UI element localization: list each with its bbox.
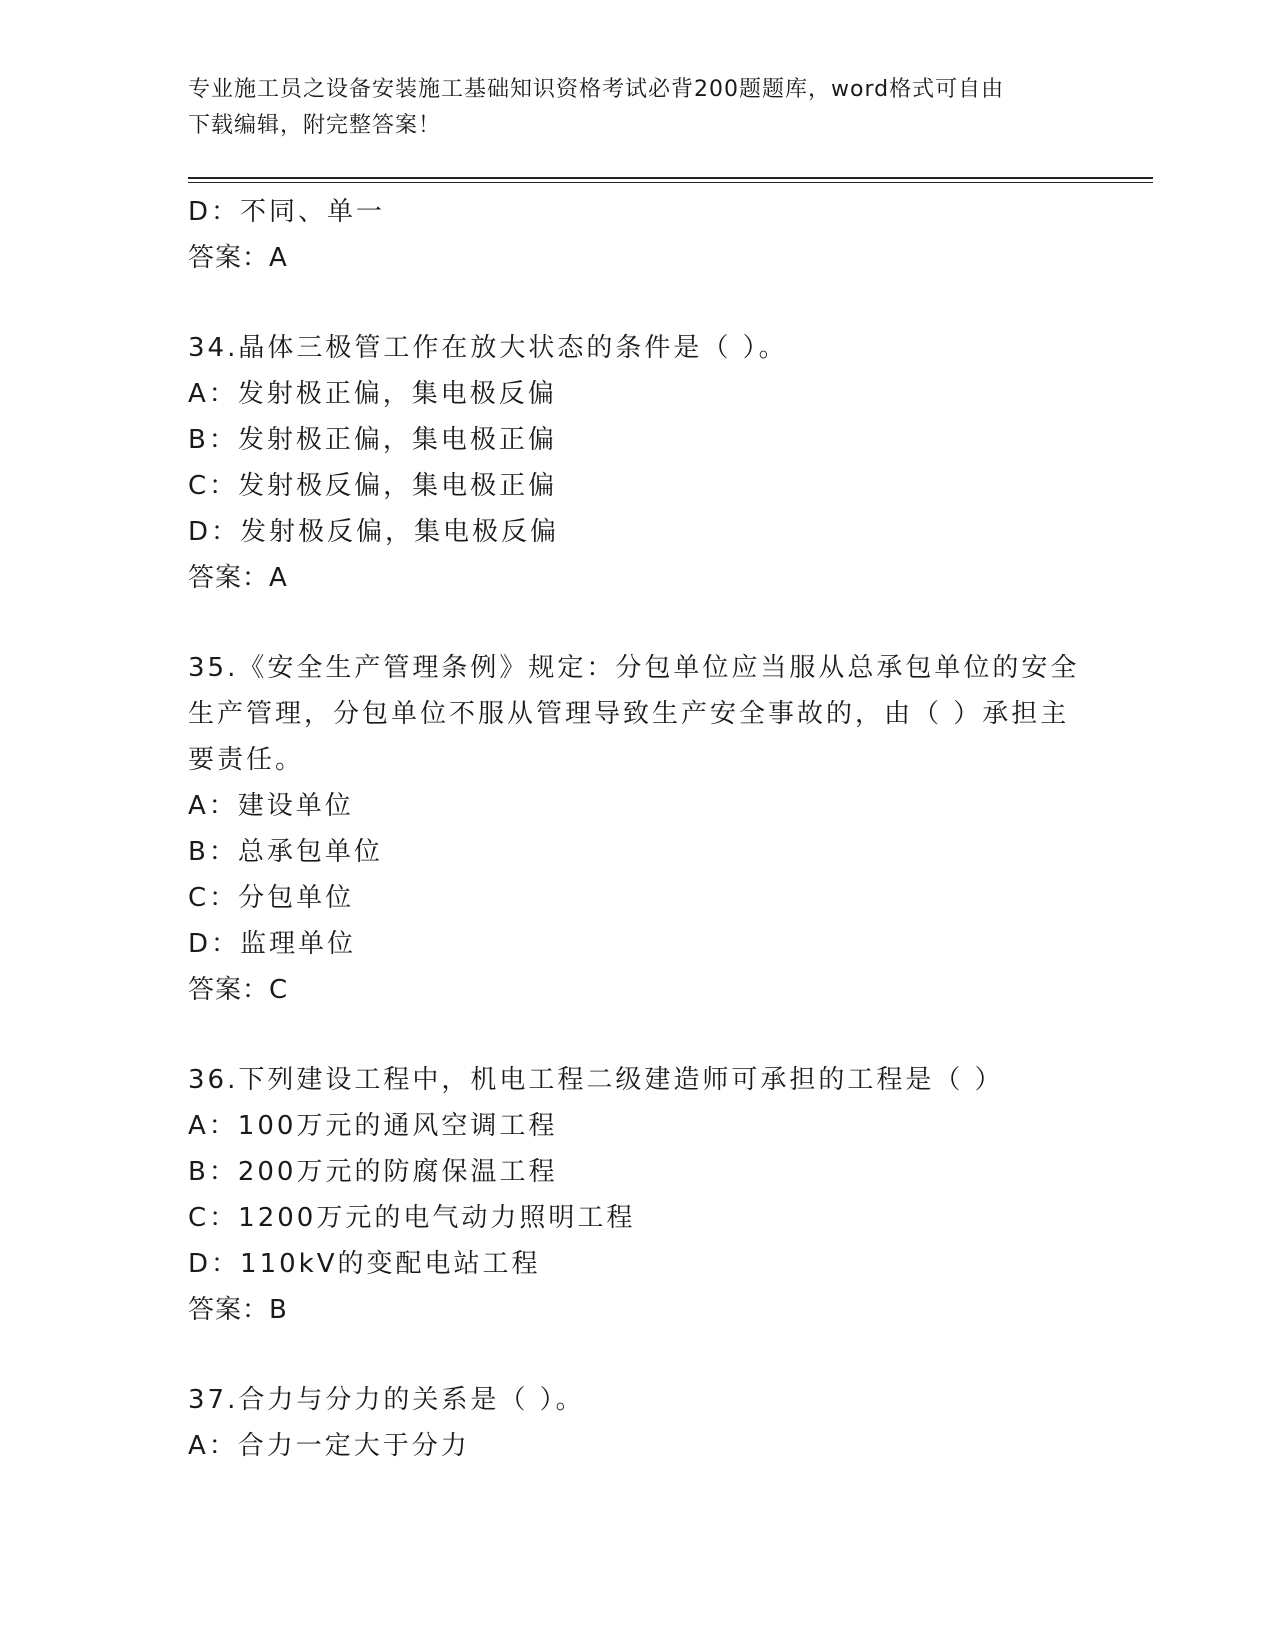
option-a: A：合力一定大于分力 xyxy=(188,1431,470,1461)
option-c: C：1200万元的电气动力照明工程 xyxy=(188,1203,636,1233)
question-list xyxy=(188,189,1088,1469)
question-stem-line-3: 要责任。 xyxy=(188,745,305,775)
option-d: D：监理单位 xyxy=(188,929,357,959)
answer-line: 答案：A xyxy=(188,243,288,273)
spacer xyxy=(188,601,1088,645)
option-c: C：发射极反偏，集电极正偏 xyxy=(188,471,558,501)
question-stem-line-1: 35.《安全生产管理条例》规定：分包单位应当服从总承包单位的安全 xyxy=(188,653,1080,683)
question-37 xyxy=(188,1377,1088,1469)
answer-line: 答案：A xyxy=(188,563,288,593)
option-a: A：100万元的通风空调工程 xyxy=(188,1111,558,1141)
spacer xyxy=(188,281,1088,325)
question-35 xyxy=(188,645,1088,1013)
option-b: B：200万元的防腐保温工程 xyxy=(188,1157,558,1187)
option-b: B：总承包单位 xyxy=(188,837,383,867)
option-d: D：发射极反偏，集电极反偏 xyxy=(188,517,560,547)
option-d: D：不同、单一 xyxy=(188,197,386,227)
header-line-2: 下载编辑，附完整答案！ xyxy=(188,113,442,138)
document-header xyxy=(188,72,1068,144)
option-b: B：发射极正偏，集电极正偏 xyxy=(188,425,557,455)
option-c: C：分包单位 xyxy=(188,883,355,913)
question-stem: 34.晶体三极管工作在放大状态的条件是（ ）。 xyxy=(188,333,788,363)
question-stem: 37.合力与分力的关系是（ ）。 xyxy=(188,1385,585,1415)
header-line-1: 专业施工员之设备安装施工基础知识资格考试必背200题题库，word格式可自由 xyxy=(188,77,1005,102)
option-a: A：发射极正偏，集电极反偏 xyxy=(188,379,557,409)
spacer xyxy=(188,1013,1088,1057)
question-stem-line-2: 生产管理，分包单位不服从管理导致生产安全事故的，由（ ）承担主 xyxy=(188,699,1070,729)
option-d: D：110kV的变配电站工程 xyxy=(188,1249,541,1279)
question-36 xyxy=(188,1057,1088,1333)
question-34 xyxy=(188,325,1088,601)
header-divider-thin xyxy=(188,182,1153,183)
question-stem: 36.下列建设工程中，机电工程二级建造师可承担的工程是（ ） xyxy=(188,1065,1004,1095)
answer-line: 答案：C xyxy=(188,975,289,1005)
option-a: A：建设单位 xyxy=(188,791,354,821)
header-divider-thick xyxy=(188,177,1153,179)
answer-line: 答案：B xyxy=(188,1295,288,1325)
spacer xyxy=(188,1333,1088,1377)
